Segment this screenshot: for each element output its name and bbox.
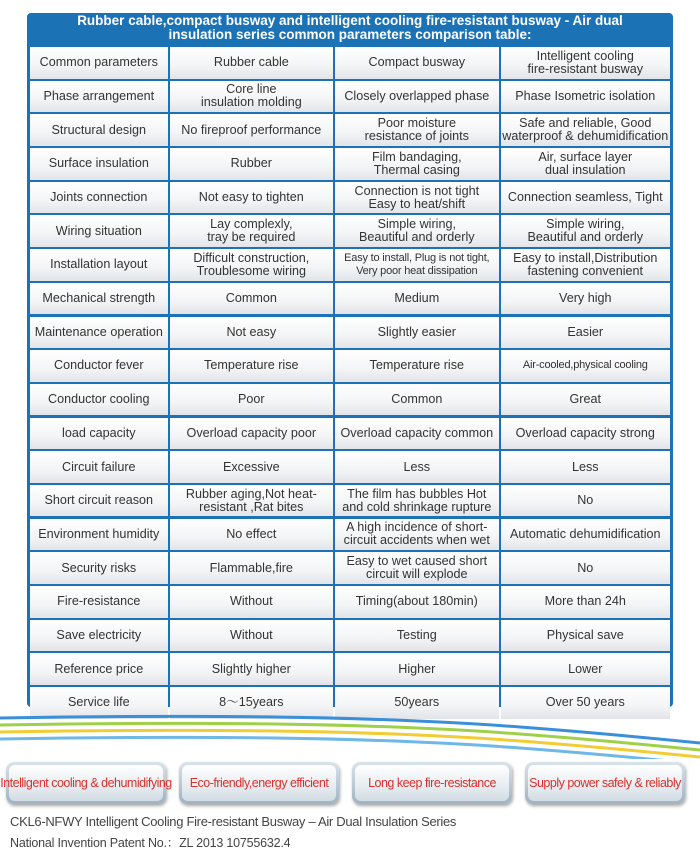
parameter-cell: Reference price [30,653,168,685]
parameter-cell: Joints connection [30,182,168,214]
value-cell: Medium [335,283,498,315]
value-cell: Less [335,451,498,483]
table-row [30,81,670,113]
value-cell: Rubber aging,Not heat- resistant ,Rat bites [170,485,333,517]
table-row [30,283,670,315]
table-title [27,13,673,47]
value-cell: Flammable,fire [170,552,333,584]
decorative-stripes [0,713,700,759]
value-cell: Connection seamless, Tight [501,182,670,214]
value-cell: Safe and reliable, Good waterproof & dehumidification [501,114,670,146]
table-row [30,653,670,685]
value-cell: Testing [335,620,498,652]
value-cell: Poor [170,384,333,416]
parameter-cell: Surface insulation [30,148,168,180]
product-line: CKL6-NFWY Intelligent Cooling Fire-resistant Busway – Air Dual Insulation Series [10,814,457,829]
value-cell: 8～15years [170,687,333,719]
header-cell: Rubber cable [170,47,333,79]
value-cell: A high incidence of short- circuit accidents when wet [335,519,498,551]
value-cell: Timing(about 180min) [335,586,498,618]
table-row [30,451,670,483]
header-cell: Intelligent cooling fire-resistant busway [501,47,670,79]
header-cell: Compact busway [335,47,498,79]
parameter-cell: Conductor cooling [30,384,168,416]
feature-badge [525,762,685,804]
value-cell: Less [501,451,670,483]
table-row [30,317,670,349]
value-cell: Easy to install, Plug is not tight, Very poor heat dissipation [335,249,498,281]
parameter-cell: Phase arrangement [30,81,168,113]
value-cell: Common [170,283,333,315]
table-row [30,215,670,247]
table-body [30,47,670,721]
parameter-cell: Maintenance operation [30,317,168,349]
value-cell: Common [335,384,498,416]
value-cell: Difficult construction, Troublesome wiring [170,249,333,281]
value-cell: Overload capacity common [335,418,498,450]
feature-label: Long keep fire-resistance [368,776,496,790]
parameter-cell: load capacity [30,418,168,450]
value-cell: Simple wiring, Beautiful and orderly [501,215,670,247]
table-row [30,114,670,146]
patent-number: National Invention Patent No.：ZL 2013 10755632.4 [10,836,291,850]
value-cell: No [501,485,670,517]
value-cell: Film bandaging, Thermal casing [335,148,498,180]
value-cell: No fireproof performance [170,114,333,146]
value-cell: Over 50 years [501,687,670,719]
parameter-cell: Security risks [30,552,168,584]
feature-badge [352,762,512,804]
value-cell: Lower [501,653,670,685]
value-cell: Connection is not tight Easy to heat/shift [335,182,498,214]
value-cell: Temperature rise [170,350,333,382]
table-row [30,350,670,382]
parameter-cell: Fire-resistance [30,586,168,618]
feature-label: Supply power safely & reliably [529,776,681,790]
table-row [30,552,670,584]
value-cell: Overload capacity strong [501,418,670,450]
value-cell: More than 24h [501,586,670,618]
parameter-cell: Circuit failure [30,451,168,483]
value-cell: Not easy to tighten [170,182,333,214]
value-cell: Air-cooled,physical cooling [501,350,670,382]
feature-badge [0,762,172,804]
value-cell: Without [170,620,333,652]
value-cell: Physical save [501,620,670,652]
value-cell: Automatic dehumidification [501,519,670,551]
value-cell: Lay complexly, tray be required [170,215,333,247]
value-cell: Without [170,586,333,618]
value-cell: Very high [501,283,670,315]
value-cell: Phase Isometric isolation [501,81,670,113]
value-cell: Rubber [170,148,333,180]
value-cell: The film has bubbles Hot and cold shrinkage rupture [335,485,498,517]
value-cell: Temperature rise [335,350,498,382]
parameter-cell: Short circuit reason [30,485,168,517]
table-row [30,485,670,517]
table-header-row [30,47,670,79]
table-row [30,519,670,551]
value-cell: Easier [501,317,670,349]
parameter-cell: Structural design [30,114,168,146]
value-cell: Easy to install,Distribution fastening convenient [501,249,670,281]
table-row [30,182,670,214]
table-row [30,620,670,652]
header-cell: Common parameters [30,47,168,79]
value-cell: Slightly easier [335,317,498,349]
parameter-cell: Mechanical strength [30,283,168,315]
feature-badges [0,762,696,806]
value-cell: Slightly higher [170,653,333,685]
feature-label: Eco-friendly,energy efficient [189,776,329,790]
value-cell: Great [501,384,670,416]
table-row [30,418,670,450]
value-cell: Not easy [170,317,333,349]
value-cell: No [501,552,670,584]
value-cell: 50years [335,687,498,719]
feature-badge [179,762,339,804]
value-cell: Closely overlapped phase [335,81,498,113]
value-cell: Higher [335,653,498,685]
parameter-cell: Service life [30,687,168,719]
table-row [30,148,670,180]
value-cell: No effect [170,519,333,551]
value-cell: Simple wiring, Beautiful and orderly [335,215,498,247]
value-cell: Core line insulation molding [170,81,333,113]
table-row [30,384,670,416]
value-cell: Excessive [170,451,333,483]
parameter-cell: Save electricity [30,620,168,652]
table-row [30,586,670,618]
value-cell: Poor moisture resistance of joints [335,114,498,146]
feature-label: Intelligent cooling & dehumidifying [0,776,172,790]
title-line-1: Rubber cable,compact busway and intelligent cooling fire-resistant busway - Air dual [77,13,623,28]
parameter-cell: Environment humidity [30,519,168,551]
title-line-2: insulation series common parameters comparison table: [168,27,532,42]
table-row [30,249,670,281]
comparison-table [27,13,673,710]
value-cell: Air, surface layer dual insulation [501,148,670,180]
parameter-cell: Installation layout [30,249,168,281]
value-cell: Easy to wet caused short circuit will explode [335,552,498,584]
parameter-cell: Wiring situation [30,215,168,247]
parameter-cell: Conductor fever [30,350,168,382]
value-cell: Overload capacity poor [170,418,333,450]
